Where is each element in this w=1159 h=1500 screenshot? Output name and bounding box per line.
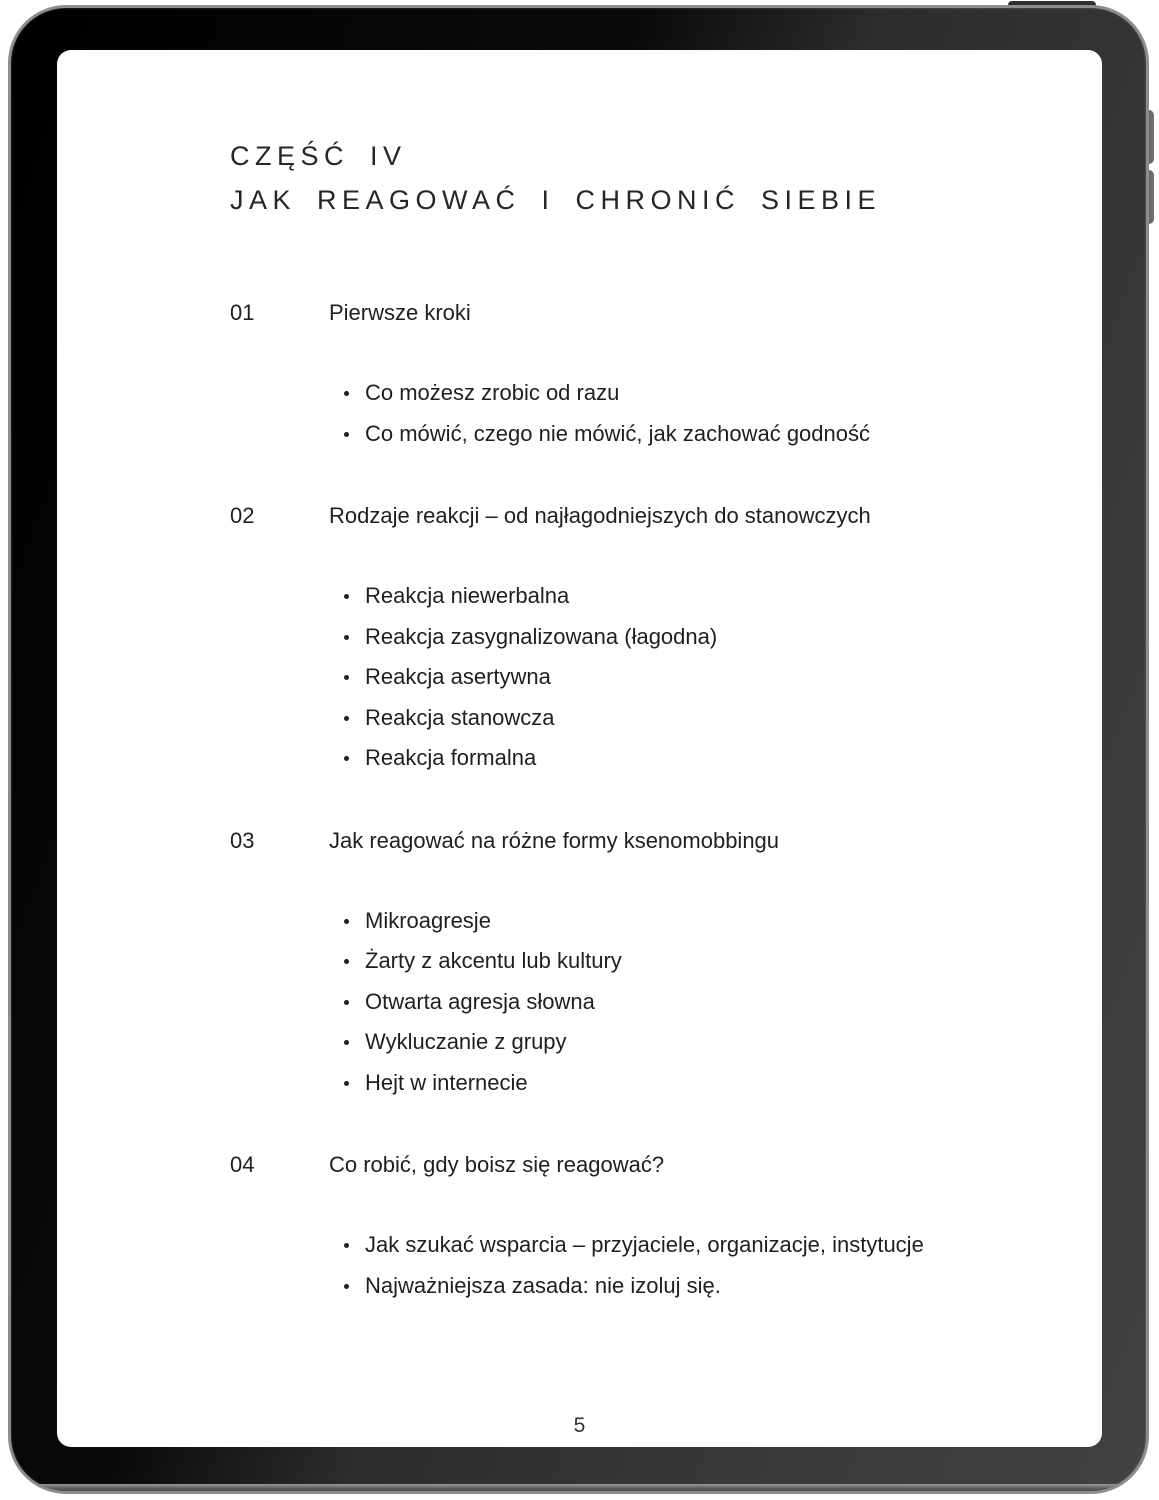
toc-item: Jak szukać wsparcia – przyjaciele, organizacje, instytucje <box>365 1225 950 1266</box>
section-number: 03 <box>230 827 255 853</box>
tablet-bottom-edge <box>11 1484 1146 1491</box>
toc-item: Mikroagresje <box>365 901 950 942</box>
toc-item: Otwarta agresja słowna <box>365 982 950 1023</box>
toc-item: Hejt w internecie <box>365 1063 950 1104</box>
page-number: 5 <box>573 1414 586 1437</box>
toc-section-01 <box>230 298 1062 454</box>
toc-section-03 <box>230 826 1062 1104</box>
screen <box>57 50 1102 1447</box>
toc-item: Wykluczanie z grupy <box>365 1022 950 1063</box>
toc-section-04 <box>230 1150 1062 1306</box>
section-title: Pierwsze kroki <box>329 300 471 325</box>
page-title-line2: JAK REAGOWAĆ I CHRONIĆ SIEBIE <box>230 185 882 215</box>
toc-item: Reakcja zasygnalizowana (łagodna) <box>365 617 950 658</box>
toc-item: Najważniejsza zasada: nie izoluj się. <box>365 1266 950 1307</box>
toc-section-header <box>230 501 1062 531</box>
toc-item: Co mówić, czego nie mówić, jak zachować godność <box>365 414 950 455</box>
toc-section-header <box>230 298 1062 328</box>
toc-item: Żarty z akcentu lub kultury <box>365 941 950 982</box>
section-item-list <box>365 373 950 454</box>
page-title <box>230 134 1062 222</box>
toc-item: Reakcja stanowcza <box>365 698 950 739</box>
page-footer <box>57 1411 1102 1441</box>
section-number: 01 <box>230 300 255 325</box>
section-title: Jak reagować na różne formy ksenomobbingu <box>329 827 780 853</box>
toc-item: Reakcja niewerbalna <box>365 576 950 617</box>
toc-section-header <box>230 826 1062 856</box>
table-of-contents <box>230 298 1062 1306</box>
toc-item: Co możesz zrobic od razu <box>365 373 950 414</box>
section-item-list <box>365 576 950 779</box>
section-title: Rodzaje reakcji – od najłagodniejszych do stanowczych <box>329 503 871 528</box>
section-number: 02 <box>230 503 255 528</box>
section-item-list <box>365 901 950 1104</box>
section-number: 04 <box>230 1152 255 1177</box>
page-title-line1: CZĘŚĆ IV <box>230 141 407 171</box>
section-title: Co robić, gdy boisz się reagować? <box>329 1152 665 1177</box>
toc-section-02 <box>230 501 1062 779</box>
section-item-list <box>365 1225 950 1306</box>
toc-item: Reakcja formalna <box>365 738 950 779</box>
toc-section-header <box>230 1150 1062 1180</box>
toc-item: Reakcja asertywna <box>365 657 950 698</box>
